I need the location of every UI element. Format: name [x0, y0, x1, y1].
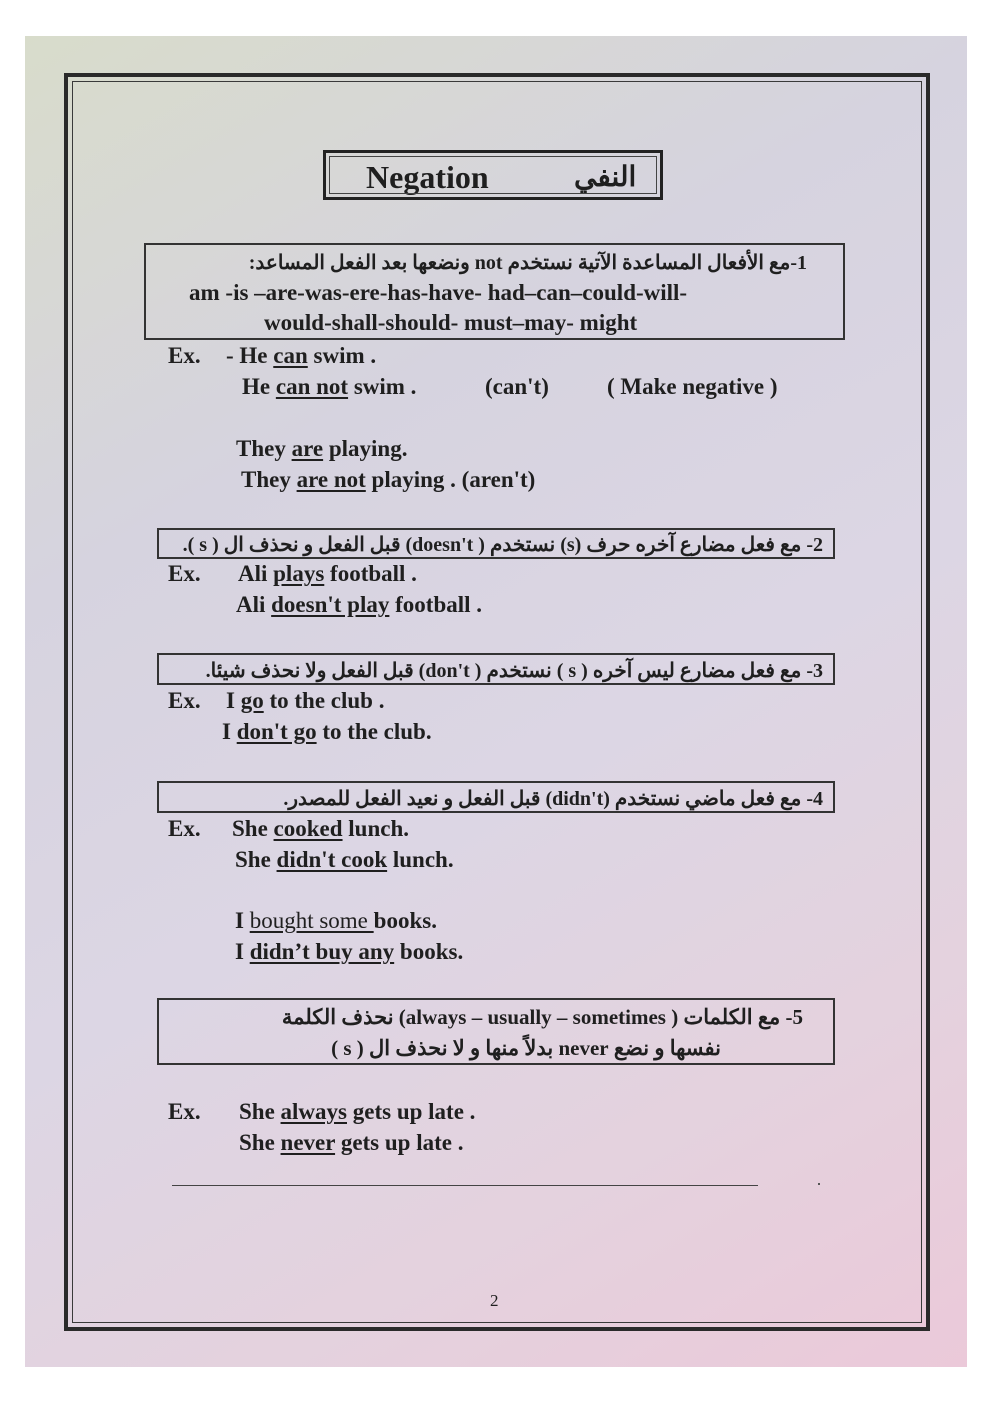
example-5-sentence-b: She never gets up late . [239, 1130, 464, 1155]
example-1-short-form: (can't) [485, 374, 549, 399]
example-4-sentence-a: She cooked lunch. [232, 816, 410, 841]
example-1-instruction: ( Make negative ) [607, 374, 778, 399]
rule-4-arabic: 4- مع فعل ماضي نستخدم (didn't) قبل الفعل و نعيد الفعل للمصدر. [283, 788, 823, 810]
example-3-sentence-b: I don't go to the club. [222, 719, 432, 744]
page-number: 2 [490, 1291, 499, 1310]
example-4-sentence-b: She didn't cook lunch. [235, 847, 454, 872]
underlined-word: didn't cook [276, 847, 388, 872]
example-3-label: Ex. [168, 688, 201, 713]
underlined-word: don't go [236, 719, 317, 744]
example-4-label: Ex. [168, 816, 201, 841]
example-1-sentence-c: They are playing. [236, 436, 408, 461]
example-5-sentence-a: She always gets up late . [239, 1099, 476, 1124]
underlined-word: didn’t buy any [249, 939, 395, 964]
example-1-sentence-d: They are not playing . (aren't) [241, 467, 536, 492]
example-2-sentence-a: Ali plays football . [238, 561, 417, 586]
rule-1-arabic: 1-مع الأفعال المساعدة الآتية نستخدم not ونضعها بعد الفعل المساعد: [248, 252, 807, 274]
underlined-word: can [273, 343, 308, 368]
example-3-sentence-a: I go to the club . [226, 688, 385, 713]
separator-line [172, 1185, 758, 1186]
example-5-label: Ex. [168, 1099, 201, 1124]
example-2-label: Ex. [168, 561, 201, 586]
rule-1-box [144, 243, 845, 340]
example-4-sentence-d: I didn’t buy any books. [235, 939, 464, 964]
rule-5-arabic-line-1: 5- مع الكلمات ( always – usually – sometimes) نحذف الكلمة [281, 1005, 803, 1029]
example-1-label: Ex. [168, 343, 201, 368]
rule-1-verbs-line-1: am -is –are-was-ere-has-have- had–can–could-will- [189, 280, 688, 305]
rule-5-arabic-line-2: نفسها و نضع never بدلاً منها و لا نحذف ال ( s ) [331, 1036, 721, 1060]
title-arabic: النفي [574, 162, 637, 193]
underlined-word: are [291, 436, 324, 461]
rule-3-box [157, 653, 835, 685]
example-1-sentence-b: He can not swim . [242, 374, 417, 399]
title-english: Negation [366, 159, 489, 195]
underlined-word: doesn't play [271, 592, 390, 617]
rule-2-box [157, 528, 835, 559]
underlined-word: bought some [249, 908, 374, 933]
underlined-word: never [280, 1130, 336, 1155]
underlined-word: plays [273, 561, 325, 586]
underlined-word: cooked [273, 816, 343, 841]
title-box [323, 150, 663, 200]
rule-1-verbs-line-2: would-shall-should- must–may- might [264, 310, 638, 335]
separator-dot [818, 1183, 820, 1185]
example-1-sentence-a: - He can swim . [226, 343, 377, 368]
underlined-word: go [240, 688, 264, 713]
underlined-word: are not [296, 467, 366, 492]
example-4-sentence-c: I bought some books. [235, 908, 437, 933]
example-2-sentence-b: Ali doesn't play football . [236, 592, 483, 617]
rule-5-box [157, 998, 835, 1065]
rule-2-arabic: 2- مع فعل مضارع آخره حرف (s) نستخدم ( doesn't) قبل الفعل و نحذف ال ( s ). [182, 534, 823, 556]
rule-3-arabic: 3- مع فعل مضارع ليس آخره ( s ) نستخدم ( don't) قبل الفعل ولا نحذف شيئا. [205, 660, 823, 682]
rule-4-box [157, 781, 835, 813]
underlined-word: can not [275, 374, 349, 399]
underlined-word: always [280, 1099, 347, 1124]
